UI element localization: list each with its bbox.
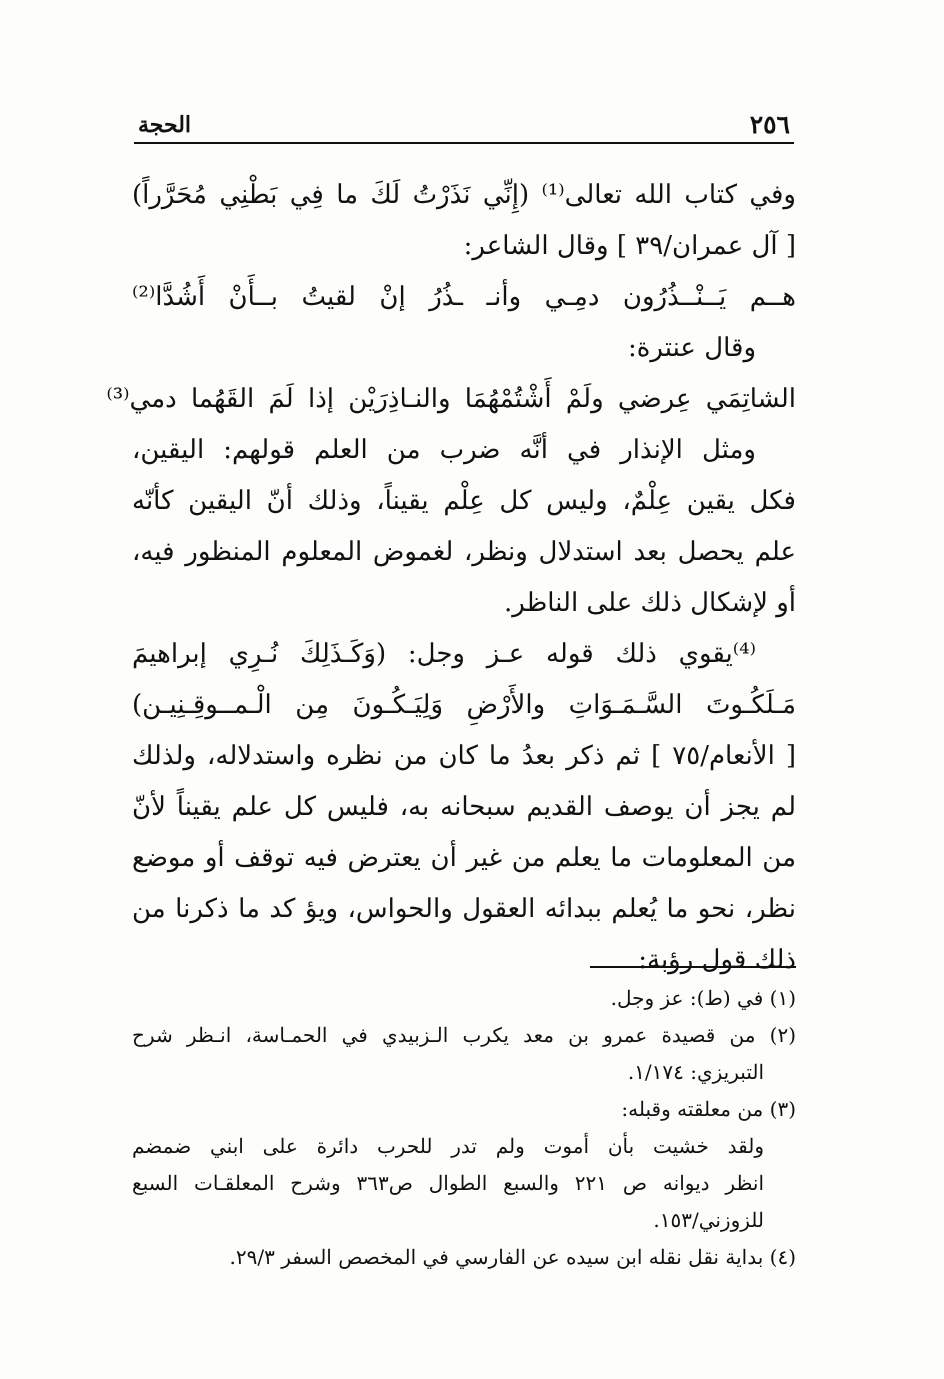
footnote-line: التبريزي: ١/١٧٤. [627,1060,764,1084]
footnote-verse: ولقد خشيت بأن أموت ولم تدر للحرب دائرة على ابني ضمضم [132,1134,764,1158]
text-line: من المعلومات ما يعلم من غير أن يعترض فيه توقف أو موضع [132,843,796,873]
footnote-line: (٤) بداية نقل نقله ابن سيده عن الفارسي في المخصص السفر ٢٩/٣. [229,1245,796,1269]
text-line: نظر، نحو ما يُعلم ببدائه العقول والحواس، ويؤ كد ما ذكرنا من [132,894,796,924]
footnote-line: انظر ديوانه ص ٢٢١ والسبع الطوال ص٣٦٣ وشرح المعلقـات السبع [132,1171,764,1195]
text-line: وفي كتاب الله تعالى⁽¹⁾ (إِنِّي نَذَرْتُ لَكَ ما فِي بَطْنِي مُحَرَّراً) [132,180,796,210]
page-number: ٢٥٦ [749,110,790,139]
footnote-line: (١) في (ط): عز وجل. [610,986,796,1010]
page-header [134,102,794,144]
footnote-line: (٣) من معلقته وقبله: [621,1097,796,1121]
text-line: ومثل الإنذار في أنَّه ضرب من العلم قولهم: اليقين، [132,435,756,465]
footnote-line: (٢) من قصيدة عمرو بن معد يكرب الـزبيدي في الحمـاسة، انـظر شرح [132,1023,796,1047]
text-line: وقال عنترة: [628,333,756,363]
text-line: [ الأنعام/٧٥ ] ثم ذكر بعدُ ما كان من نظره واستدلاله، ولذلك [132,741,796,771]
verse-line: الشاتِمَي عِرضي ولَمْ أَشْتُمْهُمَا والنـاذِرَيْن إذا لَمَ القَهُما دمي⁽³⁾ [106,384,796,414]
text-line: [ آل عمران/٣٩ ] وقال الشاعر: [463,231,796,261]
text-line: أو لإشكال ذلك على الناظر. [503,588,796,618]
footnote-line: للزوزني/١٥٣. [653,1208,764,1232]
footnotes [132,980,796,1276]
text-line: ذلك قول رؤبة: [638,945,796,975]
verse-line: هــم يَــنْــذُرُون دمِـي وأنـ ـذُرُ إنْ لقيتُ بــأَنْ أَشُدَّا⁽²⁾ [132,282,796,312]
running-title: الحجة [138,112,192,138]
text-line: فكل يقين عِلْمٌ، وليس كل عِلْم يقيناً، وذلك أنّ اليقين كأنّه [132,486,796,516]
footnote-separator [590,966,796,968]
text-line: علم يحصل بعد استدلال ونظر، لغموض المعلوم المنظور فيه، [132,537,796,567]
text-line: ⁽⁴⁾يقوي ذلك قوله عـز وجل: (وَكَـذَلِكَ نُـرِي إبراهيمَ [132,639,756,669]
text-line: مَـلَكُـوتَ السَّـمَـوَاتِ والأَرْضِ وَلِيَـكُـونَ مِن الْـمــوقِـنِيـن) [132,690,796,720]
main-text [106,170,796,986]
text-line: لم يجز أن يوصف القديم سبحانه به، فليس كل علم يقيناً لأنّ [132,792,796,822]
